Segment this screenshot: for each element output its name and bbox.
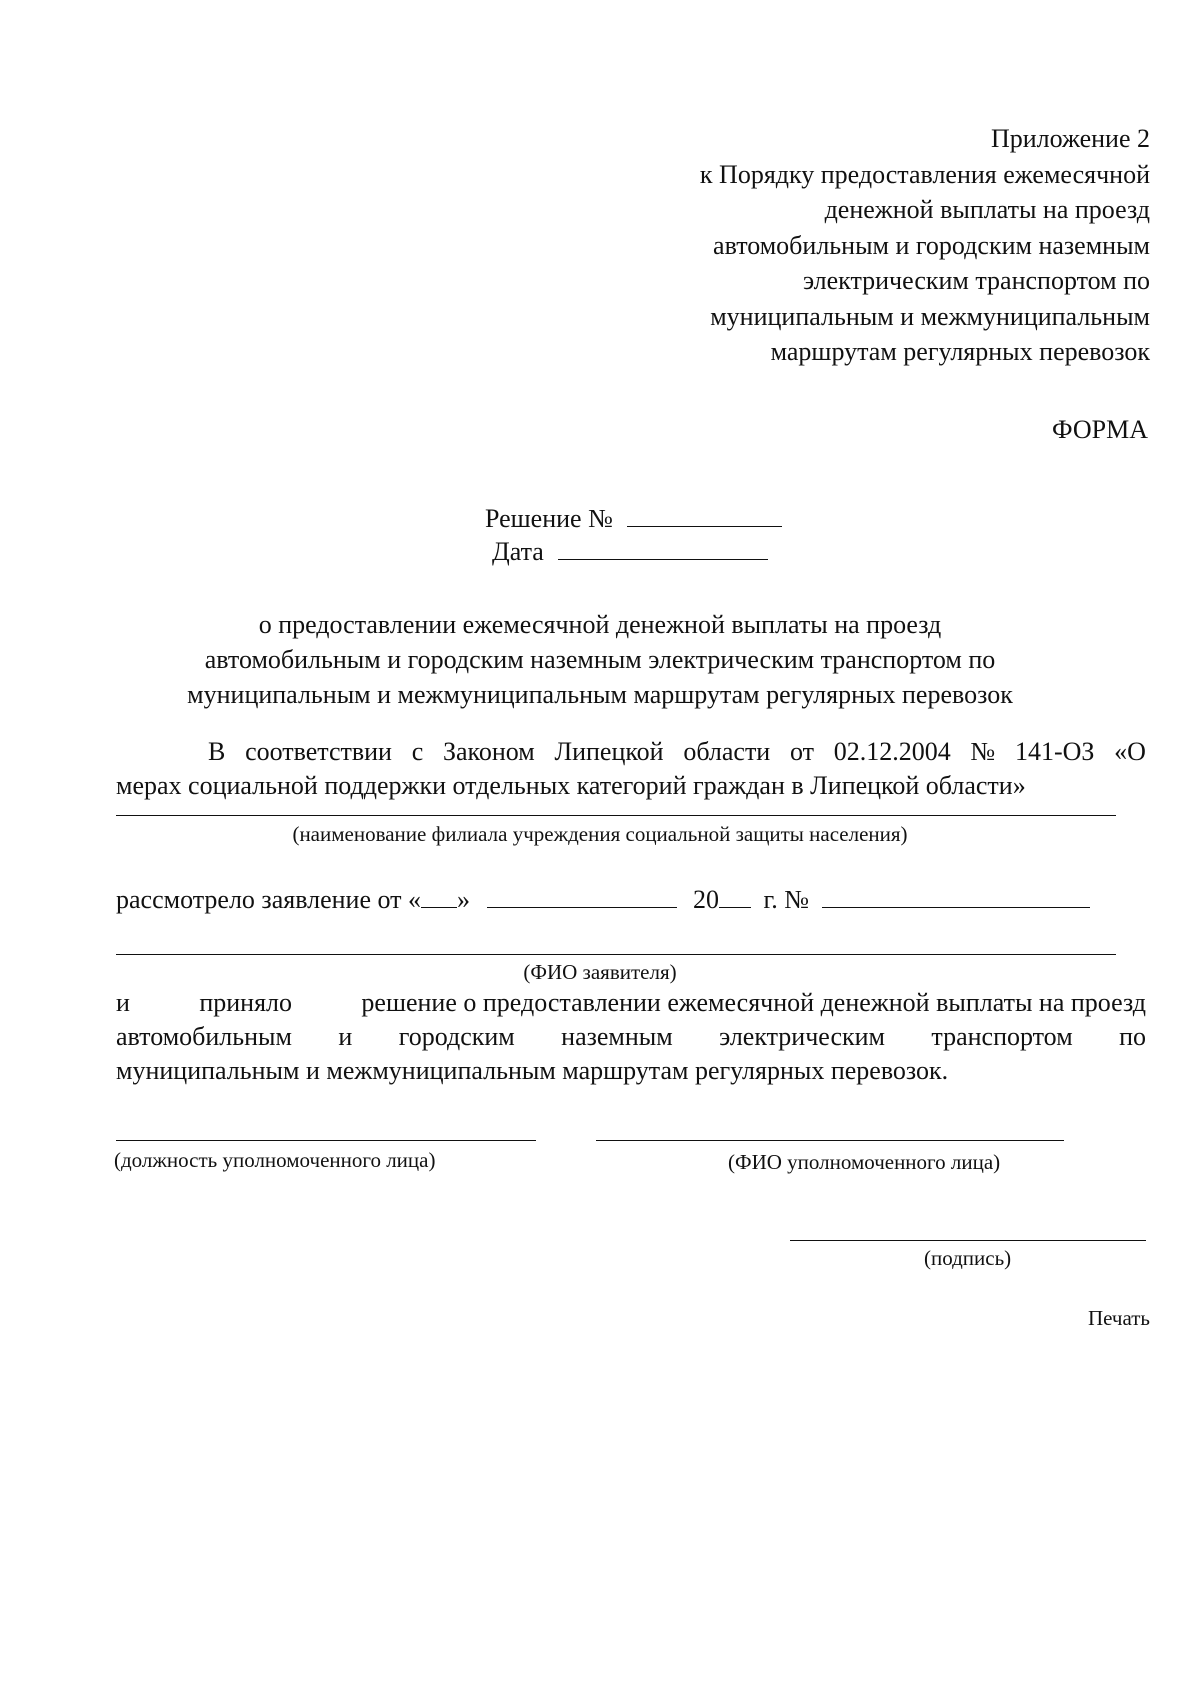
decision-word: электрическим	[719, 1022, 886, 1051]
branch-name-line[interactable]	[116, 815, 1116, 816]
decision-subject	[100, 607, 1100, 712]
law-word: 02.12.2004	[833, 737, 951, 766]
reviewed-year-suffix: г. №	[763, 885, 810, 914]
law-word: Липецкой	[554, 737, 664, 766]
law-word: соответствии	[245, 737, 392, 766]
appendix-line: денежной выплаты на проезд	[824, 195, 1150, 224]
application-month-blank[interactable]	[487, 889, 677, 908]
authorized-name-caption: (ФИО уполномоченного лица)	[728, 1150, 1001, 1174]
law-word: с	[411, 737, 424, 766]
law-word: «О	[1114, 737, 1146, 766]
decision-paragraph-line-1	[116, 986, 1146, 1020]
appendix-line: автомобильным и городским наземным	[713, 230, 1150, 260]
reviewed-quote-close: »	[457, 885, 471, 914]
decision-number-label: Решение №	[485, 504, 613, 533]
appendix-header	[550, 121, 1150, 370]
decision-word: наземным	[561, 1022, 673, 1051]
decision-number-row	[485, 504, 782, 534]
decision-word: по	[1119, 1022, 1146, 1051]
applicant-name-line[interactable]	[116, 954, 1116, 955]
decision-word: решение о предоставлении ежемесячной денежной выплаты на проезд	[361, 988, 1146, 1017]
signature-line[interactable]	[790, 1240, 1146, 1241]
decision-word: городским	[398, 1022, 515, 1051]
appendix-line: муниципальным и межмуниципальным	[710, 301, 1150, 331]
appendix-line: к Порядку предоставления ежемесячной	[699, 159, 1150, 189]
reviewed-year-prefix: 20	[693, 885, 720, 914]
law-word: Законом	[442, 737, 535, 766]
decision-number-blank[interactable]	[627, 508, 782, 527]
subject-line: муниципальным и межмуниципальным маршрутам регулярных перевозок	[187, 680, 1013, 709]
decision-paragraph-line-3: муниципальным и межмуниципальным маршрутам регулярных перевозок.	[116, 1056, 949, 1085]
law-word: В	[208, 737, 226, 766]
subject-line: о предоставлении ежемесячной денежной выплаты на проезд	[258, 610, 942, 639]
decision-paragraph-line-2	[116, 1020, 1146, 1054]
application-year-blank[interactable]	[719, 889, 751, 908]
decision-word: и	[338, 1022, 353, 1051]
reviewed-application-row	[116, 885, 1126, 915]
decision-word: и	[116, 988, 130, 1017]
appendix-line: электрическим транспортом по	[802, 266, 1150, 295]
decision-paragraph	[116, 986, 1146, 1088]
law-word: 141-ОЗ	[1014, 737, 1095, 766]
appendix-line: маршрутам регулярных перевозок	[770, 337, 1150, 366]
subject-line: автомобильным и городским наземным электрическим транспортом по	[204, 645, 996, 674]
decision-date-blank[interactable]	[558, 541, 768, 560]
law-word: №	[970, 737, 996, 766]
reviewed-prefix: рассмотрело заявление от «	[116, 885, 422, 914]
authorized-name-line[interactable]	[596, 1140, 1064, 1141]
application-number-blank[interactable]	[822, 889, 1090, 908]
law-paragraph-line-1	[116, 735, 1146, 769]
law-paragraph-line-2: мерах социальной поддержки отдельных категорий граждан в Липецкой области»	[116, 771, 1026, 800]
applicant-caption: (ФИО заявителя)	[523, 960, 677, 984]
decision-date-row	[492, 537, 768, 567]
seal-label: Печать	[1087, 1306, 1150, 1330]
application-day-blank[interactable]	[421, 889, 457, 908]
decision-date-label: Дата	[492, 537, 544, 566]
signature-caption: (подпись)	[924, 1246, 1012, 1270]
decision-word: автомобильным	[116, 1022, 292, 1051]
form-label: ФОРМА	[1052, 415, 1148, 444]
decision-word: приняло	[199, 988, 293, 1017]
appendix-line: Приложение 2	[990, 124, 1150, 153]
authorized-position-line[interactable]	[116, 1140, 536, 1141]
decision-word: транспортом	[931, 1022, 1073, 1051]
law-paragraph	[116, 735, 1146, 803]
law-word: от	[789, 737, 814, 766]
authorized-position-caption: (должность уполномоченного лица)	[114, 1148, 436, 1172]
branch-caption: (наименование филиала учреждения социальной защиты населения)	[292, 822, 908, 846]
law-word: области	[683, 737, 771, 766]
